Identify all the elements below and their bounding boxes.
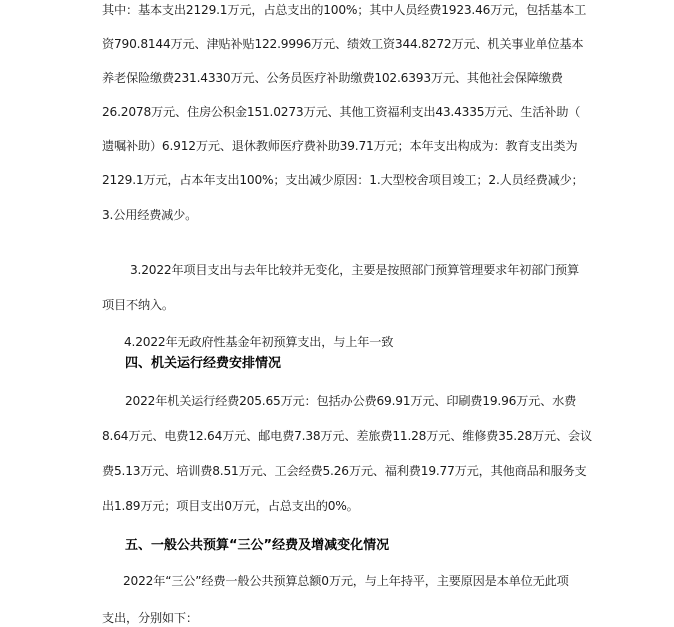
paragraph-line: 2022年机关运行经费205.65万元：包括办公费69.91万元、印刷费19.96万元、水费: [125, 394, 577, 408]
paragraph-line: 养老保险缴费231.4330万元、公务员医疗补助缴费102.6393万元、其他社会保障缴费: [102, 71, 563, 85]
paragraph-line: 遗嘱补助）6.912万元、退休教师医疗费补助39.71万元；本年支出构成为：教育支出类为: [102, 139, 578, 153]
section-heading: 四、机关运行经费安排情况: [125, 356, 282, 371]
paragraph-line: 项目不纳入。: [102, 298, 174, 312]
paragraph-line: 2022年“三公”经费一般公共预算总额0万元，与上年持平，主要原因是本单位无此项: [123, 574, 569, 588]
paragraph-line: 其中：基本支出2129.1万元，占总支出的100%；其中人员经费1923.46万元，包括基本工: [102, 3, 587, 17]
paragraph-line: 资790.8144万元、津贴补贴122.9996万元、绩效工资344.8272万元、机关事业单位基本: [102, 37, 584, 51]
section-heading: 五、一般公共预算“三公”经费及增减变化情况: [125, 538, 390, 553]
paragraph-line: 出1.89万元；项目支出0万元，占总支出的0%。: [102, 499, 359, 513]
paragraph-line: 费5.13万元、培训费8.51万元、工会经费5.26万元、福利费19.77万元，其他商品和服务支: [102, 464, 587, 478]
paragraph-line: 8.64万元、电费12.64万元、邮电费7.38万元、差旅费11.28万元、维修费35.28万元、会议: [102, 429, 592, 443]
paragraph-line: 4.2022年无政府性基金年初预算支出，与上年一致: [124, 335, 394, 349]
paragraph-line: 3.公用经费减少。: [102, 208, 198, 222]
paragraph-line: 支出，分别如下：: [102, 611, 198, 625]
paragraph-line: 3.2022年项目支出与去年比较并无变化，主要是按照部门预算管理要求年初部门预算: [130, 263, 580, 277]
paragraph-line: 26.2078万元、住房公积金151.0273万元、其他工资福利支出43.4335万元、生活补助（: [102, 105, 581, 119]
paragraph-line: 2129.1万元，占本年支出100%；支出减少原因：1.大型校舍项目竣工；2.人员经费减少；: [102, 173, 584, 187]
